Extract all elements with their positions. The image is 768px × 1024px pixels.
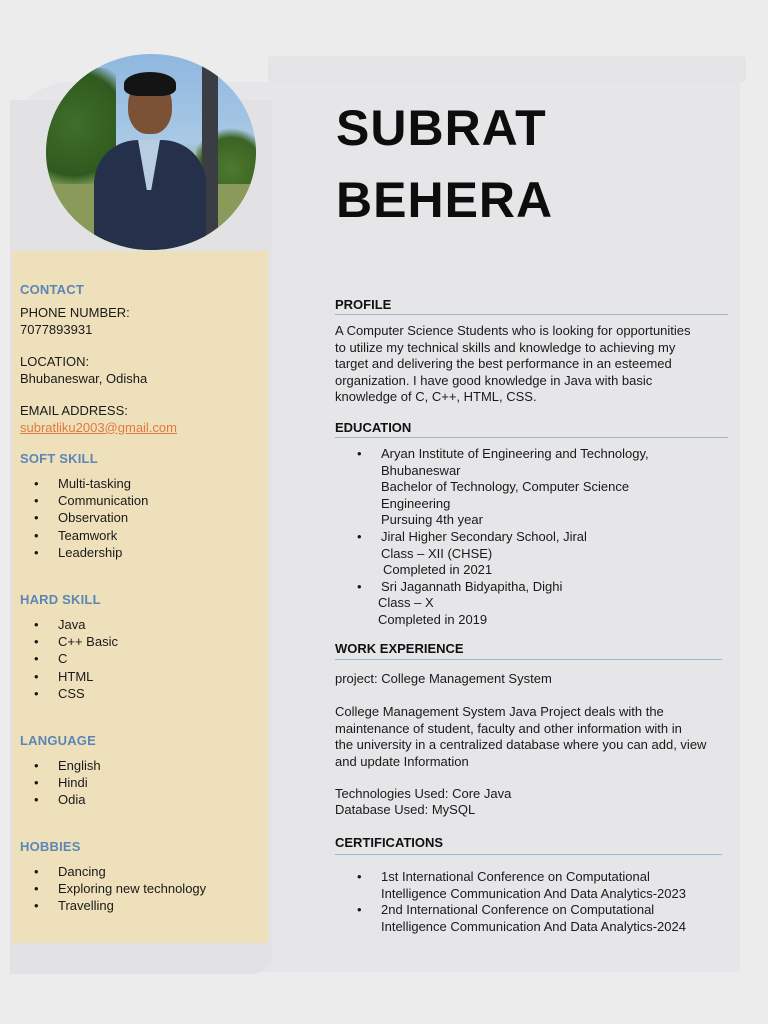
list-item: • HTML (12, 668, 118, 685)
profile-line: organization. I have good knowledge in Java with basic (335, 372, 653, 388)
certification-line: Intelligence Communication And Data Analytics-2023 (381, 885, 686, 901)
list-item: • Travelling (12, 897, 206, 914)
work-technologies: Technologies Used: Core Java (335, 786, 512, 801)
email-link[interactable]: subratliku2003@gmail.com (20, 419, 177, 435)
language-section (20, 733, 101, 809)
certification-line: • 1st International Conference on Computational (381, 869, 650, 884)
list-item: • Dancing (12, 863, 206, 880)
education-line: Engineering (381, 495, 451, 511)
education-line: • Sri Jagannath Bidyapitha, Dighi (381, 578, 563, 594)
education-line: Bachelor of Technology, Computer Science (381, 479, 630, 495)
soft-skill-section (20, 451, 148, 561)
list-item: • Exploring new technology (12, 880, 206, 897)
work-desc-line: maintenance of student, faculty and other information with in (335, 720, 682, 736)
education-line: Class – X (378, 595, 434, 611)
last-name: BEHERA (336, 172, 554, 228)
work-desc-line: College Management System Java Project deals with the (335, 704, 664, 719)
phone-value: 7077893931 (20, 321, 93, 337)
certification-item (335, 902, 727, 935)
education-item (335, 446, 727, 529)
work-database: Database Used: MySQL (335, 802, 476, 817)
list-item: • Teamwork (12, 527, 148, 544)
work-project: project: College Management System (335, 671, 552, 686)
profile-heading: PROFILE (335, 297, 392, 312)
hobbies-section (20, 839, 206, 915)
work-desc-line: the university in a centralized database where you can add, view (335, 737, 707, 752)
profile-line: A Computer Science Students who is looking for opportunities (335, 323, 691, 338)
profile-text (335, 323, 727, 406)
education-line: Completed in 2019 (378, 611, 488, 627)
contact-heading: CONTACT (20, 282, 84, 297)
sidebar (12, 251, 268, 943)
certification-line: Intelligence Communication And Data Analytics-2024 (381, 918, 686, 934)
hobbies-list (12, 863, 206, 915)
language-heading: LANGUAGE (20, 733, 96, 748)
language-list (12, 757, 101, 809)
list-item: • CSS (12, 685, 118, 702)
contact-section (20, 282, 177, 435)
profile-line: target and delivering the best performance in an esteemed (335, 356, 672, 371)
soft-skill-heading: SOFT SKILL (20, 451, 98, 466)
list-item: • C (12, 650, 118, 667)
resume-name (336, 92, 553, 236)
certifications-list (335, 869, 727, 935)
education-item (335, 579, 727, 629)
profile-photo (46, 54, 256, 250)
list-item: • Communication (12, 492, 148, 509)
list-item: • English (12, 757, 101, 774)
education-items (335, 446, 727, 629)
header-band (268, 56, 746, 82)
list-item: • Multi-tasking (12, 475, 148, 492)
location-label: LOCATION: (20, 354, 90, 369)
certification-line: • 2nd International Conference on Computational (381, 902, 655, 918)
email-label: EMAIL ADDRESS: (20, 403, 128, 418)
profile-line: to utilize my technical skills and knowledge to achieving my (335, 339, 676, 355)
certification-item (335, 869, 727, 902)
hard-skill-heading: HARD SKILL (20, 592, 101, 607)
education-line: Class – XII (CHSE) (381, 545, 493, 561)
hobbies-heading: HOBBIES (20, 839, 81, 854)
work-desc-line: and update Information (335, 753, 469, 769)
work-description (335, 704, 727, 770)
hard-skill-section (20, 592, 118, 702)
education-line: • Aryan Institute of Engineering and Technology, (381, 446, 649, 461)
list-item: • Java (12, 616, 118, 633)
education-line: Pursuing 4th year (381, 512, 483, 528)
certification-items (335, 869, 727, 935)
profile-divider (335, 314, 728, 315)
certifications-heading: CERTIFICATIONS (335, 835, 444, 850)
photo-person-hair (124, 72, 176, 96)
soft-skill-list (12, 475, 148, 561)
education-line: Completed in 2021 (383, 562, 493, 578)
phone-label: PHONE NUMBER: (20, 305, 130, 320)
certifications-divider (335, 854, 722, 855)
hard-skill-list (12, 616, 118, 702)
list-item: • Hindi (12, 774, 101, 791)
location-value: Bhubaneswar, Odisha (20, 370, 148, 386)
list-item: • Observation (12, 509, 148, 526)
list-item: • Odia (12, 791, 101, 808)
education-line: • Jiral Higher Secondary School, Jiral (381, 528, 587, 544)
profile-line: knowledge of C, C++, HTML, CSS. (335, 389, 537, 404)
first-name: SUBRAT (336, 100, 547, 156)
education-divider (335, 437, 728, 438)
education-heading: EDUCATION (335, 420, 412, 435)
list-item: • Leadership (12, 544, 148, 561)
list-item: • C++ Basic (12, 633, 118, 650)
education-line: Bhubaneswar (381, 462, 461, 478)
education-item (335, 529, 727, 579)
work-heading: WORK EXPERIENCE (335, 641, 464, 656)
work-divider (335, 659, 722, 660)
education-list (335, 446, 727, 629)
